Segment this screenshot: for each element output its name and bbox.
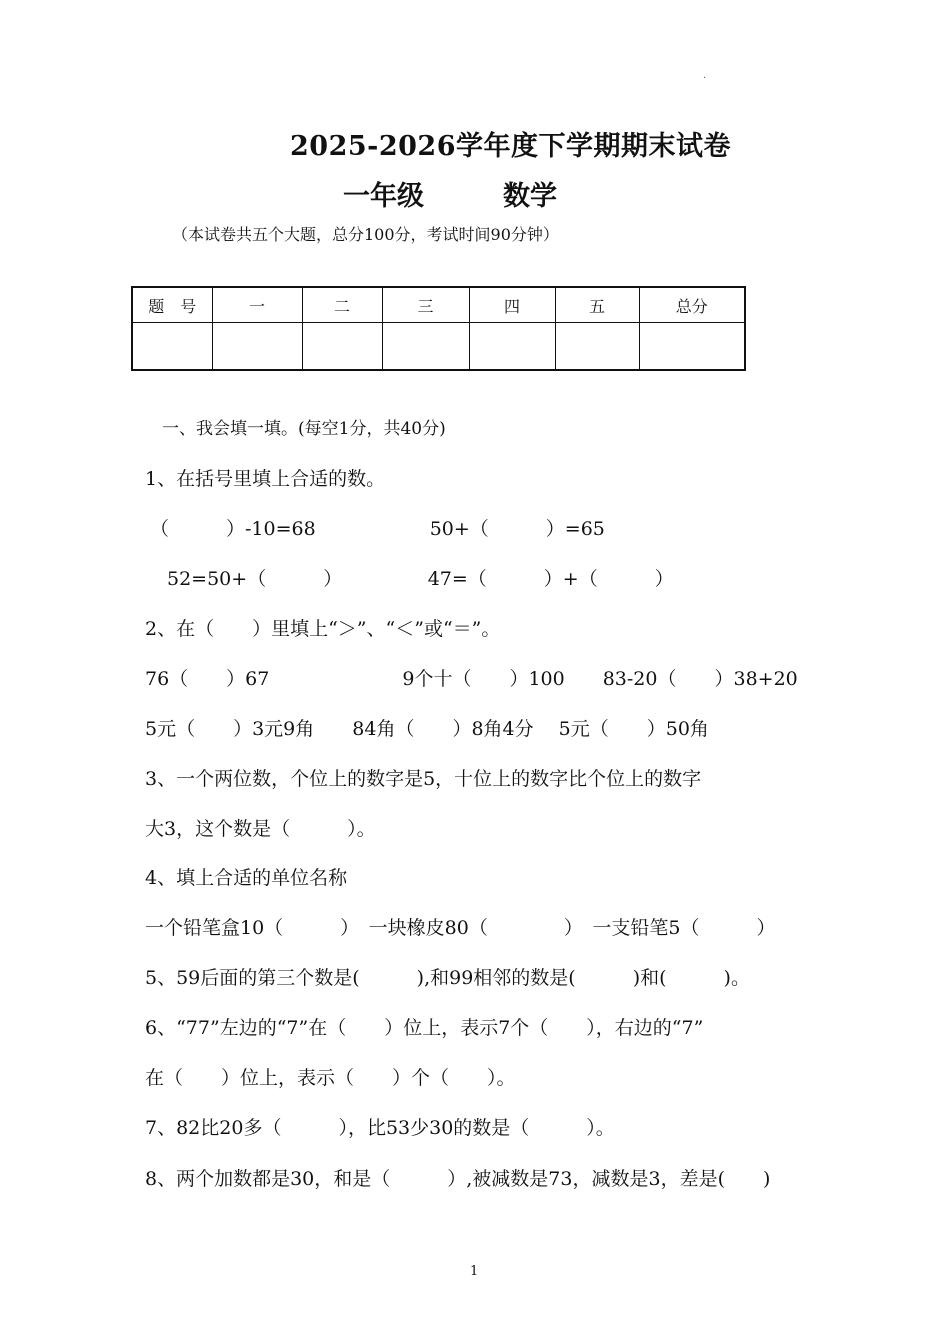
- score-cell: [639, 323, 745, 371]
- question-line: 5元（ ）3元9角 84角（ ）8角4分 5元（ ）50角: [145, 718, 709, 740]
- question-line: 7、82比20多（ ），比53少30的数是（ ）。: [145, 1117, 615, 1139]
- score-cell: [302, 323, 382, 371]
- question-line: 76（ ）67 9个十（ ）100 83-20（ ）38+20: [145, 668, 798, 690]
- page-number: 1: [470, 1264, 479, 1279]
- score-header-cell: 二: [302, 287, 382, 323]
- question-line: 大3，这个数是（ ）。: [145, 818, 376, 840]
- question-line: 3、一个两位数，个位上的数字是5，十位上的数字比个位上的数字: [145, 768, 702, 790]
- question-line: 5、59后面的第三个数是( ),和99相邻的数是( )和( )。: [145, 967, 750, 989]
- exam-note: （本试卷共五个大题，总分100分，考试时间90分钟）: [172, 225, 559, 244]
- score-header-cell: 三: [382, 287, 469, 323]
- score-header-cell: 五: [555, 287, 639, 323]
- score-header-cell: 总分: [639, 287, 745, 323]
- score-cell: [555, 323, 639, 371]
- score-header-cell: 题 号: [132, 287, 212, 323]
- score-table-header-row: [132, 287, 745, 323]
- exam-title: 2025-2026学年度下学期期末试卷: [290, 131, 731, 162]
- question-line: 4、填上合适的单位名称: [145, 867, 348, 889]
- score-table-blank-row: [132, 323, 745, 371]
- score-table: [131, 286, 746, 371]
- score-cell: [469, 323, 555, 371]
- score-cell: [132, 323, 212, 371]
- question-line: 8、两个加数都是30，和是（ ）,被减数是73，减数是3，差是( ): [145, 1168, 771, 1190]
- question-line: 6、“77”左边的“7”在（ ）位上，表示7个（ ），右边的“7”: [145, 1017, 704, 1039]
- section-title: 一、我会填一填。(每空1分，共40分): [162, 419, 446, 439]
- score-cell: [382, 323, 469, 371]
- question-line: （ ）-10=68 50+（ ）=65: [150, 518, 605, 540]
- question-line: 2、在（ ）里填上“＞”、“＜”或“＝”。: [145, 618, 501, 640]
- question-line: 52=50+（ ） 47=（ ）+（ ）: [148, 568, 674, 590]
- subject-label: 数学: [503, 181, 557, 212]
- corner-dot: .: [703, 70, 707, 81]
- score-header-cell: 四: [469, 287, 555, 323]
- score-cell: [212, 323, 302, 371]
- grade-label: 一年级: [343, 181, 424, 212]
- question-line: 在（ ）位上，表示（ ）个（ ）。: [145, 1067, 516, 1089]
- question-line: 一个铅笔盒10（ ） 一块橡皮80（ ） 一支铅笔5（ ）: [145, 917, 776, 939]
- score-header-cell: 一: [212, 287, 302, 323]
- question-line: 1、在括号里填上合适的数。: [145, 468, 386, 490]
